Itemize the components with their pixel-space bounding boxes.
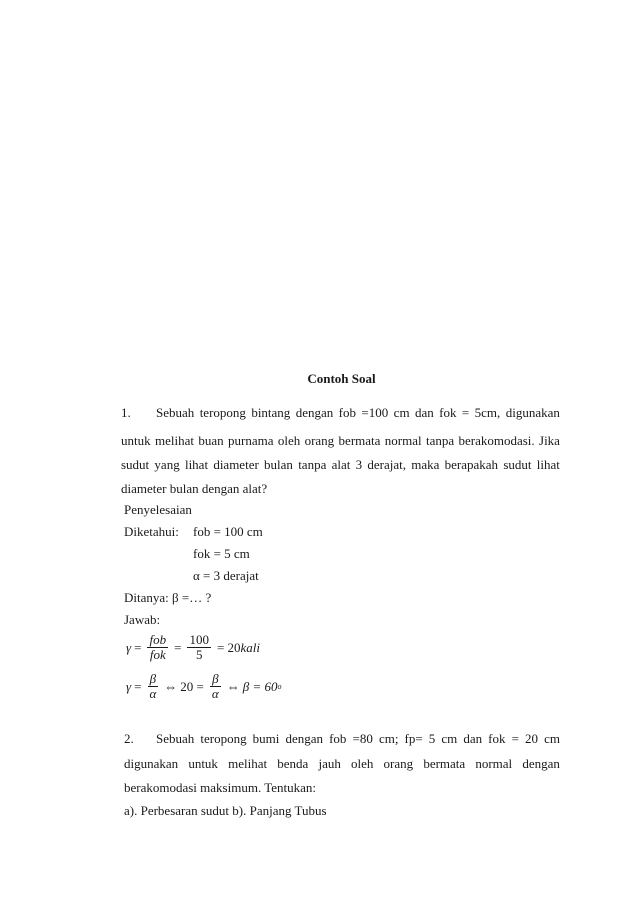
formula2-gamma: γ — [126, 678, 132, 694]
word: bintang — [251, 405, 291, 420]
problem-1-line-3 — [121, 457, 560, 473]
word: =100 — [361, 405, 389, 420]
formula2-beta-1: β — [149, 671, 157, 686]
formula1-unit: kali — [240, 639, 261, 655]
known-alpha: α = 3 derajat — [193, 568, 259, 583]
formula2-alpha-1: α — [149, 686, 157, 701]
word: 5 — [428, 731, 436, 746]
word: Jika — [539, 433, 560, 448]
formula2-iff-1: ⇔ — [164, 678, 178, 694]
word: sudut — [121, 457, 150, 472]
word: berakomodasi. — [458, 433, 535, 448]
word: tanpa — [298, 457, 327, 472]
formula2-mid: 20 = — [180, 678, 204, 694]
word: cm; — [378, 731, 399, 746]
word: normal — [475, 756, 513, 771]
problem-1-number: 1. — [121, 405, 131, 420]
word: lihat — [536, 457, 560, 472]
word: purnama — [227, 433, 274, 448]
word: oleh — [277, 433, 301, 448]
problem-2-line-4: a). Perbesaran sudut b). Panjang Tubus — [124, 803, 327, 818]
formula1-eq-2: = — [174, 639, 182, 655]
formula-angle — [126, 672, 281, 701]
word: berapakah — [444, 457, 499, 472]
problem-2-number: 2. — [124, 731, 134, 746]
problem-2-line-3: berakomodasi maksimum. Tentukan: — [124, 780, 317, 795]
word: fob — [338, 405, 357, 420]
word: cm — [441, 731, 458, 746]
word: fob — [329, 731, 347, 746]
word: orang — [383, 756, 414, 771]
formula2-degree: o — [277, 682, 282, 691]
word: orang — [304, 433, 335, 448]
word: bermata — [338, 433, 381, 448]
word: Sebuah — [156, 731, 195, 746]
problem-2-line-2 — [124, 756, 560, 772]
formula1-fraction-focal — [147, 633, 168, 662]
word: tanpa — [425, 433, 455, 448]
word: =80 — [352, 731, 373, 746]
word: fok — [488, 731, 506, 746]
word: digunakan — [505, 405, 560, 420]
word: dan — [463, 731, 483, 746]
known-fok: fok = 5 cm — [193, 546, 250, 561]
formula2-fraction-1 — [147, 672, 158, 701]
formula2-eq: = — [134, 678, 142, 694]
word: normal — [384, 433, 422, 448]
formula1-fraction-values — [187, 633, 211, 662]
word: diameter — [213, 457, 259, 472]
word: fp= — [404, 731, 423, 746]
word: 3 — [355, 457, 363, 472]
known-fob: fob = 100 cm — [193, 524, 263, 539]
word: yang — [154, 457, 180, 472]
formula1-fob: fob — [149, 632, 167, 647]
word: cm — [393, 405, 410, 420]
word: maka — [411, 457, 440, 472]
formula1-eq: = — [134, 639, 142, 655]
problem-1-line-4: diameter bulan dengan alat? — [121, 481, 268, 496]
word: fok — [439, 405, 457, 420]
word: alat — [331, 457, 351, 472]
formula2-final: β = 60 — [242, 678, 278, 694]
word: = — [511, 731, 519, 746]
word: bulan — [264, 457, 293, 472]
word: dengan — [295, 405, 334, 420]
formula2-iff-2: ⇔ — [226, 678, 240, 694]
formula1-fok: fok — [149, 647, 166, 662]
problem-1-line-2 — [121, 433, 560, 449]
section-title: Contoh Soal — [307, 371, 376, 386]
answer-label: Jawab: — [124, 612, 161, 627]
word: lihat — [184, 457, 209, 472]
formula1-result: = 20 — [216, 639, 241, 655]
word: untuk — [188, 756, 218, 771]
known-label: Diketahui: — [124, 524, 179, 539]
word: teropong — [199, 405, 246, 420]
word: cm — [544, 731, 560, 746]
formula1-gamma: γ — [126, 639, 132, 655]
formula2-alpha-2: α — [211, 686, 219, 701]
asked-beta: Ditanya: β =… ? — [124, 590, 212, 605]
word: melihat — [228, 756, 268, 771]
word: sudut — [503, 457, 532, 472]
formula2-fraction-2 — [210, 672, 221, 701]
word: 20 — [525, 731, 539, 746]
word: untuk — [121, 433, 151, 448]
word: teropong — [200, 731, 247, 746]
word: Sebuah — [156, 405, 195, 420]
word: dengan — [522, 756, 560, 771]
formula1-5: 5 — [195, 647, 203, 662]
word: buan — [198, 433, 224, 448]
word: derajat, — [367, 457, 406, 472]
word: dengan — [285, 731, 324, 746]
problem-1-line-1 — [156, 405, 560, 421]
word: bumi — [252, 731, 280, 746]
word: melihat — [154, 433, 194, 448]
word: benda — [277, 756, 309, 771]
word: digunakan — [124, 756, 179, 771]
word: dan — [414, 405, 434, 420]
word: 5cm, — [474, 405, 501, 420]
problem-2-line-1 — [156, 731, 560, 747]
word: = — [461, 405, 470, 420]
formula-magnification — [126, 633, 260, 662]
word: bermata — [423, 756, 466, 771]
word: jauh — [318, 756, 341, 771]
word: oleh — [351, 756, 374, 771]
solution-heading: Penyelesaian — [124, 502, 192, 517]
formula1-100: 100 — [189, 632, 209, 647]
formula2-beta-2: β — [212, 671, 219, 686]
